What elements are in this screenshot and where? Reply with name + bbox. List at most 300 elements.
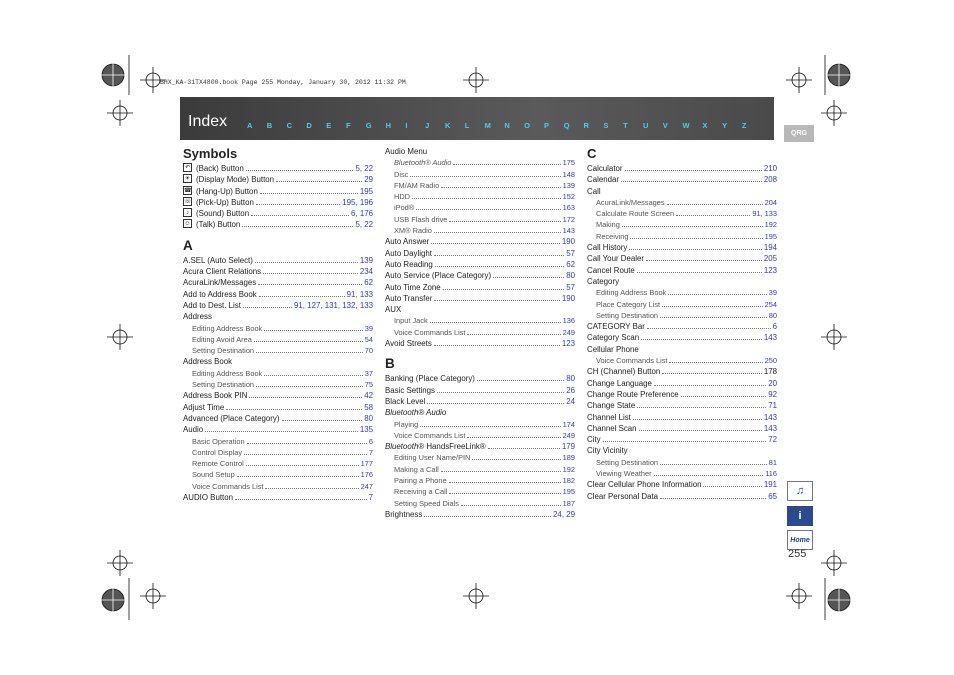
entry-text: Category bbox=[587, 276, 620, 286]
alpha-link-m[interactable]: M bbox=[484, 121, 491, 130]
page-link[interactable]: 75 bbox=[364, 380, 373, 390]
entry-text: Voice Commands List bbox=[596, 356, 668, 366]
alpha-link-q[interactable]: Q bbox=[563, 121, 570, 130]
page-link[interactable]: 57 bbox=[566, 248, 575, 258]
page-number: 255 bbox=[788, 548, 807, 560]
entry-label bbox=[596, 287, 666, 298]
index-entry[interactable] bbox=[385, 373, 575, 384]
entry-text: Basic Operation bbox=[192, 436, 245, 446]
entry-label bbox=[596, 468, 652, 479]
index-entry bbox=[183, 356, 373, 367]
leader-dots bbox=[434, 338, 560, 346]
alpha-link-b[interactable]: B bbox=[266, 121, 273, 130]
index-entry bbox=[385, 407, 575, 418]
entry-text: Avoid Streets bbox=[385, 339, 432, 349]
page-link[interactable]: 143 bbox=[763, 412, 777, 422]
index-entry[interactable] bbox=[183, 266, 373, 277]
home-icon[interactable]: Home bbox=[787, 530, 813, 550]
index-entry[interactable] bbox=[385, 396, 575, 407]
page-link[interactable]: 5, 22 bbox=[355, 220, 373, 230]
alpha-link-c[interactable]: C bbox=[286, 121, 293, 130]
index-column-1 bbox=[183, 145, 373, 503]
index-entry[interactable] bbox=[183, 323, 373, 334]
page-link[interactable]: 139 bbox=[359, 255, 373, 265]
page-link[interactable]: 190 bbox=[561, 293, 575, 303]
page-link[interactable]: 175 bbox=[562, 158, 575, 168]
entry-label bbox=[587, 186, 601, 197]
index-entry[interactable] bbox=[183, 289, 373, 300]
page-link[interactable]: 39 bbox=[768, 288, 777, 298]
entry-label bbox=[587, 423, 637, 434]
entry-text: Clear Personal Data bbox=[587, 491, 659, 501]
alpha-link-n[interactable]: N bbox=[504, 121, 510, 130]
page-link[interactable]: 179 bbox=[561, 442, 575, 452]
index-entry[interactable] bbox=[587, 412, 777, 423]
voice-icon[interactable]: ♫ bbox=[787, 481, 813, 501]
index-entry[interactable] bbox=[385, 282, 575, 293]
index-entry[interactable] bbox=[385, 248, 575, 259]
alpha-link-k[interactable]: K bbox=[444, 121, 451, 130]
index-entry[interactable] bbox=[385, 169, 575, 180]
index-entry[interactable] bbox=[587, 231, 777, 242]
page-link[interactable]: 57 bbox=[566, 282, 575, 292]
entry-text: Sound Setup bbox=[192, 470, 235, 480]
entry-text: Editing Address Book bbox=[192, 323, 263, 333]
entry-label bbox=[183, 413, 280, 424]
leader-dots bbox=[264, 323, 363, 331]
entry-label bbox=[385, 259, 433, 270]
index-entry[interactable] bbox=[385, 236, 575, 247]
index-entry[interactable] bbox=[587, 400, 777, 411]
alpha-link-y[interactable]: Y bbox=[722, 121, 728, 130]
page-link[interactable]: 195 bbox=[764, 231, 777, 241]
alpha-link-t[interactable]: T bbox=[623, 121, 628, 130]
index-entry[interactable] bbox=[587, 242, 777, 253]
page-link[interactable]: 29 bbox=[364, 175, 373, 185]
index-entry[interactable] bbox=[385, 327, 575, 338]
page-link[interactable]: 174 bbox=[562, 419, 575, 429]
page-link[interactable]: 190 bbox=[561, 237, 575, 247]
page-link[interactable]: 143 bbox=[763, 333, 777, 343]
entry-text: Audio Menu bbox=[385, 147, 428, 156]
page-link[interactable]: 247 bbox=[360, 481, 373, 491]
alpha-link-g[interactable]: G bbox=[365, 121, 372, 130]
leader-dots bbox=[637, 400, 766, 408]
leader-dots bbox=[647, 321, 771, 329]
page-link[interactable]: 37 bbox=[364, 368, 373, 378]
leader-dots bbox=[667, 197, 763, 205]
entry-text: Adjust Time bbox=[183, 402, 225, 412]
page-link[interactable]: 210 bbox=[763, 164, 777, 173]
page-link[interactable]: 208 bbox=[763, 175, 777, 185]
page-link[interactable]: 80 bbox=[566, 374, 575, 384]
entry-label bbox=[183, 402, 224, 413]
entry-text: Pairing a Phone bbox=[394, 476, 447, 486]
page-link[interactable]: 7 bbox=[368, 447, 373, 457]
leader-dots bbox=[424, 509, 551, 517]
index-entry[interactable] bbox=[587, 378, 777, 389]
index-entry[interactable] bbox=[385, 338, 575, 349]
alpha-link-d[interactable]: D bbox=[306, 121, 312, 130]
alpha-link-a[interactable]: A bbox=[247, 121, 253, 130]
index-entry[interactable] bbox=[183, 300, 373, 311]
page-link[interactable]: 7 bbox=[368, 493, 373, 503]
index-entry[interactable] bbox=[587, 434, 777, 445]
page-link[interactable]: 65 bbox=[768, 491, 777, 501]
index-entry[interactable] bbox=[587, 423, 777, 434]
page-link[interactable]: 148 bbox=[562, 169, 575, 179]
index-entry[interactable] bbox=[183, 481, 373, 492]
index-entry[interactable] bbox=[183, 402, 373, 413]
leader-dots bbox=[412, 191, 561, 199]
index-entry[interactable] bbox=[587, 321, 777, 332]
page-link[interactable]: 6 bbox=[772, 322, 777, 332]
entry-label bbox=[196, 174, 274, 185]
index-entry[interactable] bbox=[587, 219, 777, 230]
index-entry[interactable] bbox=[183, 469, 373, 480]
c-list bbox=[587, 163, 777, 502]
page-link[interactable]: 139 bbox=[562, 180, 575, 190]
leader-dots bbox=[265, 481, 358, 489]
leader-dots bbox=[246, 163, 354, 171]
page-link[interactable]: 234 bbox=[359, 267, 373, 277]
entry-label bbox=[587, 412, 631, 423]
page-link[interactable]: 177 bbox=[360, 459, 373, 469]
leader-dots bbox=[449, 214, 560, 222]
page-link[interactable]: 123 bbox=[763, 265, 777, 275]
page-link[interactable]: 91, 133 bbox=[346, 289, 373, 299]
index-entry[interactable] bbox=[587, 163, 777, 174]
alpha-link-r[interactable]: R bbox=[583, 121, 589, 130]
index-entry[interactable] bbox=[587, 310, 777, 321]
page-link[interactable]: 135 bbox=[359, 425, 373, 435]
index-entry[interactable] bbox=[183, 219, 373, 230]
page-link[interactable]: 178 bbox=[763, 367, 777, 377]
entry-label bbox=[183, 255, 253, 266]
entry-text: Bluetooth® Audio bbox=[394, 158, 452, 168]
index-entry[interactable] bbox=[385, 225, 575, 236]
alpha-link-z[interactable]: Z bbox=[741, 121, 747, 130]
index-entry[interactable] bbox=[587, 174, 777, 185]
entry-label bbox=[394, 498, 459, 509]
alpha-link-v[interactable]: V bbox=[662, 121, 668, 130]
leader-dots bbox=[669, 355, 762, 363]
entry-text: Auto Daylight bbox=[385, 248, 432, 258]
page-link[interactable]: 192 bbox=[562, 464, 575, 474]
index-entry[interactable] bbox=[183, 458, 373, 469]
page-title: Index bbox=[188, 113, 228, 130]
index-entry[interactable] bbox=[385, 214, 575, 225]
index-entry[interactable] bbox=[385, 464, 575, 475]
entry-label bbox=[394, 315, 428, 326]
page-link[interactable]: 195 bbox=[562, 487, 575, 497]
page-link[interactable]: 194 bbox=[763, 243, 777, 253]
entry-text: Auto Answer bbox=[385, 237, 430, 247]
page-link[interactable]: 62 bbox=[566, 259, 575, 269]
index-entry[interactable] bbox=[183, 186, 373, 197]
page-link[interactable]: 72 bbox=[768, 435, 777, 445]
entry-text: AUX bbox=[385, 305, 402, 315]
index-entry[interactable] bbox=[183, 379, 373, 390]
leader-dots bbox=[434, 248, 564, 256]
page-link[interactable]: 80 bbox=[364, 413, 373, 423]
entry-label bbox=[385, 396, 425, 407]
entry-text: Voice Commands List bbox=[394, 327, 466, 337]
page-link[interactable]: 191 bbox=[763, 480, 777, 490]
leader-dots bbox=[244, 447, 367, 455]
page-link[interactable]: 71 bbox=[768, 401, 777, 411]
entry-text: CH (Channel) Button bbox=[587, 367, 661, 377]
index-entry[interactable] bbox=[587, 389, 777, 400]
page-link[interactable]: 176 bbox=[360, 470, 373, 480]
index-entry[interactable] bbox=[183, 436, 373, 447]
index-entry[interactable] bbox=[183, 424, 373, 435]
entry-label bbox=[385, 270, 491, 281]
index-entry[interactable] bbox=[183, 208, 373, 219]
page-link[interactable]: 39 bbox=[364, 323, 373, 333]
page-link[interactable]: 58 bbox=[364, 402, 373, 412]
entry-text: Call Your Dealer bbox=[587, 254, 645, 264]
page-link[interactable]: 182 bbox=[562, 476, 575, 486]
alpha-link-p[interactable]: P bbox=[543, 121, 549, 130]
entry-label bbox=[183, 277, 256, 288]
leader-dots bbox=[467, 430, 560, 438]
leader-dots bbox=[410, 169, 560, 177]
index-entry[interactable] bbox=[385, 486, 575, 497]
index-entry[interactable] bbox=[587, 265, 777, 276]
index-entry[interactable] bbox=[183, 197, 373, 208]
entry-text: AcuraLink/Messages bbox=[183, 278, 257, 288]
letter-heading-b: B bbox=[385, 356, 395, 372]
entry-text: Bluetooth® HandsFreeLink® bbox=[385, 442, 486, 452]
entry-label bbox=[394, 202, 414, 213]
entry-label bbox=[596, 219, 620, 230]
entry-text: HDD bbox=[394, 192, 411, 202]
entry-label bbox=[385, 236, 429, 247]
entry-label bbox=[587, 389, 679, 400]
leader-dots bbox=[254, 334, 363, 342]
index-entry[interactable] bbox=[183, 390, 373, 401]
page-link[interactable]: 91, 133 bbox=[752, 209, 777, 219]
leader-dots bbox=[660, 491, 766, 499]
entry-text: Control Display bbox=[192, 447, 243, 457]
index-entry[interactable] bbox=[385, 259, 575, 270]
entry-label bbox=[183, 300, 241, 311]
index-entry[interactable] bbox=[385, 498, 575, 509]
entry-text: Setting Destination bbox=[192, 380, 255, 390]
index-entry[interactable] bbox=[385, 315, 575, 326]
index-entry[interactable] bbox=[385, 475, 575, 486]
page-link[interactable]: 116 bbox=[765, 469, 777, 479]
alpha-link-l[interactable]: L bbox=[464, 121, 470, 130]
page-link[interactable]: 24, 29 bbox=[553, 509, 575, 519]
entry-label bbox=[394, 475, 447, 486]
leader-dots bbox=[641, 332, 762, 340]
alpha-link-h[interactable]: H bbox=[385, 121, 391, 130]
page-link[interactable]: 42 bbox=[364, 391, 373, 401]
entry-text: Auto Service (Place Category) bbox=[385, 271, 492, 281]
entry-text: Change Route Preference bbox=[587, 389, 679, 399]
leader-dots bbox=[235, 492, 367, 500]
page-link[interactable]: 6, 176 bbox=[351, 209, 373, 219]
index-entry[interactable] bbox=[183, 277, 373, 288]
index-column-3 bbox=[587, 145, 777, 502]
page-link[interactable]: 152 bbox=[562, 192, 575, 202]
page-link[interactable]: 91, 127, 131, 132, 133 bbox=[294, 300, 373, 310]
index-entry[interactable] bbox=[587, 491, 777, 502]
entry-text: XM® Radio bbox=[394, 226, 432, 236]
index-entry[interactable] bbox=[587, 253, 777, 264]
entry-text: Making bbox=[596, 220, 620, 230]
entry-text: Setting Destination bbox=[192, 346, 255, 356]
page-link[interactable]: 204 bbox=[764, 197, 777, 207]
index-entry[interactable] bbox=[587, 332, 777, 343]
entry-label bbox=[385, 248, 432, 259]
leader-dots bbox=[246, 458, 359, 466]
entry-label bbox=[587, 366, 660, 377]
alpha-link-s[interactable]: S bbox=[603, 121, 609, 130]
index-entry[interactable] bbox=[385, 430, 575, 441]
index-entry[interactable] bbox=[183, 163, 373, 174]
index-entry[interactable] bbox=[385, 293, 575, 304]
page-link[interactable]: 249 bbox=[562, 430, 575, 440]
page-link[interactable]: 254 bbox=[764, 299, 777, 309]
page-link[interactable]: 62 bbox=[364, 278, 373, 288]
entry-text: Input Jack bbox=[394, 316, 428, 326]
index-entry[interactable] bbox=[385, 419, 575, 430]
page-link[interactable]: 195, 196 bbox=[342, 197, 373, 207]
page-link[interactable]: 163 bbox=[562, 203, 575, 213]
symbols-heading: Symbols bbox=[183, 146, 238, 161]
page-link[interactable]: 192 bbox=[764, 220, 777, 230]
index-entry[interactable] bbox=[385, 157, 575, 168]
page-link[interactable]: 205 bbox=[763, 254, 777, 264]
page-link[interactable]: 195 bbox=[359, 186, 373, 196]
index-entry[interactable] bbox=[587, 479, 777, 490]
leader-dots bbox=[251, 208, 349, 216]
index-entry[interactable] bbox=[183, 345, 373, 356]
alpha-link-e[interactable]: E bbox=[326, 121, 332, 130]
page-link[interactable]: 26 bbox=[566, 385, 575, 395]
leader-dots bbox=[205, 424, 358, 432]
entry-text: Call History bbox=[587, 243, 628, 253]
index-entry[interactable] bbox=[183, 413, 373, 424]
page-link[interactable]: 20 bbox=[768, 378, 777, 388]
entry-text: Calculate Route Screen bbox=[596, 209, 675, 219]
page-link[interactable]: 80 bbox=[768, 310, 777, 320]
index-entry[interactable] bbox=[587, 468, 777, 479]
page-link[interactable]: 92 bbox=[768, 389, 777, 399]
entry-text: Call bbox=[587, 186, 601, 196]
index-entry[interactable] bbox=[183, 368, 373, 379]
index-entry[interactable] bbox=[385, 180, 575, 191]
letter-heading-a: A bbox=[183, 237, 193, 253]
index-entry[interactable] bbox=[183, 447, 373, 458]
entry-label bbox=[394, 169, 408, 180]
page-link[interactable]: 6 bbox=[368, 436, 373, 446]
index-entry[interactable] bbox=[385, 385, 575, 396]
index-entry[interactable] bbox=[587, 457, 777, 468]
leader-dots bbox=[625, 163, 762, 171]
index-entry bbox=[587, 445, 777, 456]
index-entry[interactable] bbox=[587, 208, 777, 219]
index-entry[interactable] bbox=[183, 255, 373, 266]
alpha-link-o[interactable]: O bbox=[524, 121, 530, 130]
leader-dots bbox=[633, 412, 762, 420]
index-entry[interactable] bbox=[385, 202, 575, 213]
entry-label bbox=[196, 208, 249, 219]
alpha-link-i[interactable]: I bbox=[405, 121, 408, 130]
entry-text: (Hang-Up) Button bbox=[196, 186, 258, 196]
index-entry[interactable] bbox=[587, 299, 777, 310]
page-link[interactable]: 143 bbox=[763, 423, 777, 433]
index-entry[interactable] bbox=[385, 191, 575, 202]
hang-up-icon: ☎ bbox=[184, 187, 192, 194]
index-entry[interactable] bbox=[385, 441, 575, 452]
index-entry[interactable] bbox=[587, 366, 777, 377]
index-entry[interactable] bbox=[587, 355, 777, 366]
page-link[interactable]: 172 bbox=[562, 214, 575, 224]
alpha-link-x[interactable]: X bbox=[702, 121, 708, 130]
page-link[interactable]: 70 bbox=[364, 346, 373, 356]
leader-dots bbox=[258, 277, 362, 285]
alpha-link-f[interactable]: F bbox=[345, 121, 351, 130]
page-link[interactable]: 80 bbox=[566, 271, 575, 281]
leader-dots bbox=[431, 236, 560, 244]
page-link[interactable]: 81 bbox=[768, 457, 777, 467]
index-entry[interactable] bbox=[385, 452, 575, 463]
page-link[interactable]: 54 bbox=[364, 334, 373, 344]
leader-dots bbox=[249, 390, 362, 398]
page-link[interactable]: 249 bbox=[562, 327, 575, 337]
page-link[interactable]: 123 bbox=[561, 339, 575, 349]
index-entry[interactable] bbox=[385, 509, 575, 520]
qrg-button[interactable]: QRG bbox=[784, 125, 814, 142]
index-entry[interactable] bbox=[183, 334, 373, 345]
entry-text: AUDIO Button bbox=[183, 493, 233, 503]
page-link[interactable]: 24 bbox=[566, 396, 575, 406]
index-entry[interactable] bbox=[183, 492, 373, 503]
leader-dots bbox=[449, 486, 560, 494]
leader-dots bbox=[681, 389, 767, 397]
page-link[interactable]: 5, 22 bbox=[355, 164, 373, 173]
alpha-link-w[interactable]: W bbox=[682, 121, 690, 130]
index-entry[interactable] bbox=[587, 197, 777, 208]
entry-label bbox=[394, 191, 410, 202]
index-entry[interactable] bbox=[587, 287, 777, 298]
entry-text: (Sound) Button bbox=[196, 209, 250, 219]
alpha-link-u[interactable]: U bbox=[642, 121, 649, 130]
entry-text: Category Scan bbox=[587, 333, 640, 343]
index-entry[interactable] bbox=[183, 174, 373, 185]
entry-label bbox=[587, 253, 644, 264]
leader-dots bbox=[443, 282, 565, 290]
page-link[interactable]: 187 bbox=[562, 498, 575, 508]
alpha-link-j[interactable]: J bbox=[425, 121, 430, 130]
page-link[interactable]: 143 bbox=[562, 226, 575, 236]
entry-label bbox=[385, 385, 435, 396]
entry-label bbox=[394, 452, 470, 463]
entry-label bbox=[587, 332, 639, 343]
page-link[interactable]: 189 bbox=[562, 453, 575, 463]
leader-dots bbox=[434, 225, 561, 233]
page-link[interactable]: 136 bbox=[562, 316, 575, 326]
entry-label bbox=[394, 225, 432, 236]
info-icon[interactable]: i bbox=[787, 506, 813, 526]
entry-label bbox=[192, 481, 263, 492]
index-entry[interactable] bbox=[385, 270, 575, 281]
page-link[interactable]: 250 bbox=[764, 356, 777, 366]
